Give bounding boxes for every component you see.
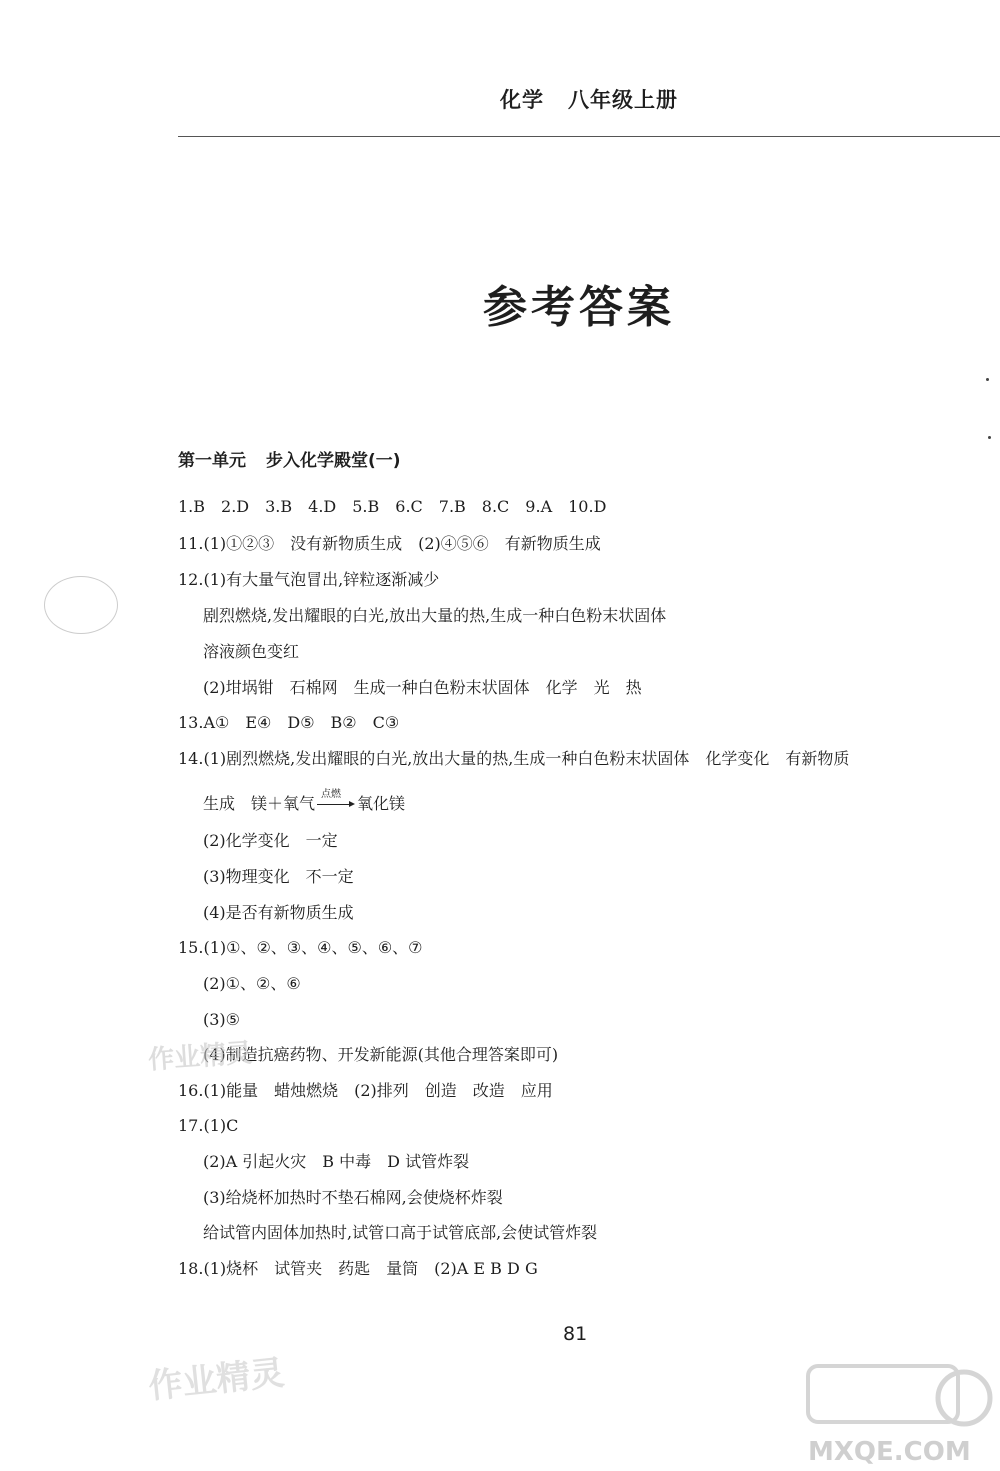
answer-line-12-c: 溶液颜色变红 — [203, 642, 300, 661]
answer-line-17-d: 给试管内固体加热时,试管口高于试管底部,会使试管炸裂 — [203, 1223, 598, 1242]
answer-line-14-c: (3)物理变化 不一定 — [203, 867, 354, 886]
header-grade: 八年级上册 — [568, 88, 678, 112]
section-unit: 第一单元 — [178, 451, 246, 471]
answer-line-12-b: 剧烈燃烧,发出耀眼的白光,放出大量的热,生成一种白色粉末状固体 — [203, 606, 667, 625]
scan-speck — [988, 436, 991, 439]
answer-line-15: 15.(1)①、②、③、④、⑤、⑥、⑦ — [178, 938, 423, 957]
answer-line-14-equation — [203, 788, 406, 815]
stamp-mark — [44, 576, 118, 634]
answer-line-18: 18.(1)烧杯 试管夹 药匙 量筒 (2)A E B D G — [178, 1259, 538, 1278]
answer-line-17: 17.(1)C — [178, 1116, 239, 1135]
answer-line-17-c: (3)给烧杯加热时不垫石棉网,会使烧杯炸裂 — [203, 1188, 503, 1207]
page-title: 参考答案 — [483, 282, 675, 333]
answer-line-14-b: (2)化学变化 一定 — [203, 831, 338, 850]
answer-line-16: 16.(1)能量 蜡烛燃烧 (2)排列 创造 改造 应用 — [178, 1081, 553, 1100]
watermark-bottom: 作业精灵 — [146, 1352, 287, 1407]
answer-line-12-d: (2)坩埚钳 石棉网 生成一种白色粉末状固体 化学 光 热 — [203, 678, 642, 697]
watermark-logo — [804, 1358, 994, 1468]
running-header — [500, 84, 678, 114]
equation-product: 氧化镁 — [357, 794, 406, 813]
answer-line-13: 13.A① E④ D⑤ B② C③ — [178, 713, 400, 732]
answer-line-14-d: (4)是否有新物质生成 — [203, 903, 354, 922]
answer-line-14: 14.(1)剧烈燃烧,发出耀眼的白光,放出大量的热,生成一种白色粉末状固体 化学变化 有新物质 — [178, 749, 850, 768]
section-name: 步入化学殿堂(一) — [266, 451, 401, 471]
header-subject: 化学 — [500, 88, 544, 112]
watermark-logo-text: MXQE.COM — [808, 1437, 971, 1467]
watermark-mid: 作业精灵 — [147, 1038, 254, 1076]
section-heading — [178, 446, 401, 471]
equation-reactants: 生成 镁＋氧气 — [203, 794, 316, 813]
answer-line-17-b: (2)A 引起火灾 B 中毒 D 试管炸裂 — [203, 1152, 470, 1171]
reaction-condition: 点燃 — [321, 788, 342, 800]
answer-line-15-b: (2)①、②、⑥ — [203, 974, 301, 993]
reaction-arrow — [317, 788, 355, 815]
answer-line-15-d: (4)制造抗癌药物、开发新能源(其他合理答案即可) — [203, 1045, 559, 1064]
answer-line-15-c: (3)⑤ — [203, 1010, 241, 1029]
answer-line-12: 12.(1)有大量气泡冒出,锌粒逐渐减少 — [178, 570, 440, 589]
answer-line-1: 1.B 2.D 3.B 4.D 5.B 6.C 7.B 8.C 9.A 10.D — [178, 497, 607, 516]
header-rule — [178, 136, 1000, 137]
page-number: 81 — [563, 1323, 588, 1345]
arrow-icon — [317, 804, 351, 805]
answer-line-11: 11.(1)①②③ 没有新物质生成 (2)④⑤⑥ 有新物质生成 — [178, 534, 601, 553]
scan-speck — [986, 378, 989, 381]
